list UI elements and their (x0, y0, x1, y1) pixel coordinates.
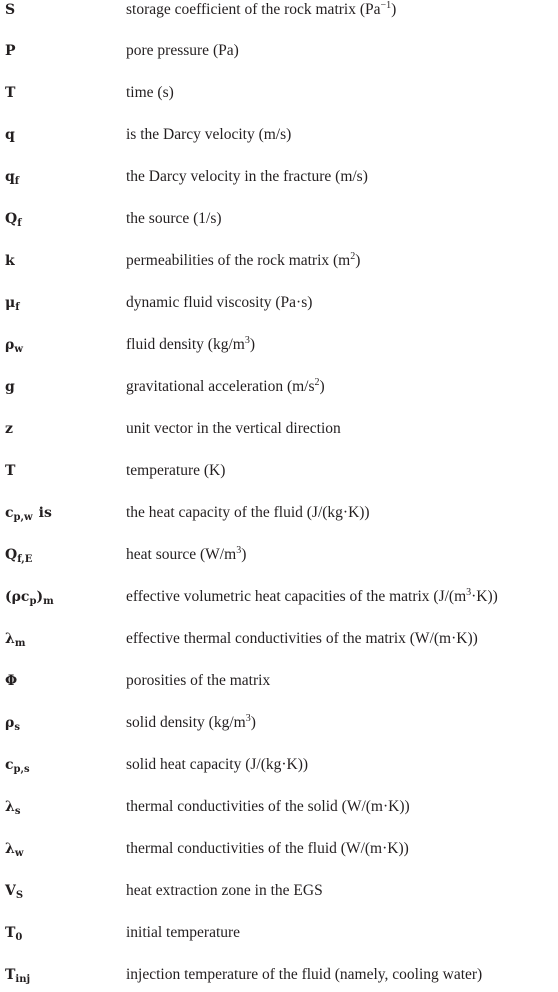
symbol-sub: 0 (15, 932, 23, 943)
description-sup: 3 (245, 713, 251, 724)
symbol-main: (ρc (5, 589, 30, 605)
description-text: temperature (K) (126, 462, 226, 479)
symbol-main: T (5, 967, 16, 983)
symbol-main: λ (5, 841, 15, 857)
symbol (5, 965, 30, 985)
description (126, 251, 360, 271)
symbol-sub: p,w (13, 512, 33, 523)
symbol-main: z (5, 421, 13, 437)
description (126, 83, 174, 103)
description (126, 335, 255, 355)
description (126, 713, 256, 733)
symbol-main: k (5, 253, 15, 269)
description-text: heat source (W/m (126, 546, 237, 563)
symbol-main: T (5, 85, 16, 101)
symbol-main: q (5, 127, 15, 143)
symbol-suffix: is (38, 505, 52, 521)
description (126, 125, 291, 145)
symbol-main: Q (5, 211, 18, 227)
nomenclature-row (0, 377, 558, 401)
symbol-main: S (5, 2, 16, 18)
symbol-main: μ (5, 295, 16, 311)
description-text: effective volumetric heat capacities of the matrix (J/(m (126, 588, 467, 605)
symbol-sub: S (15, 890, 24, 901)
description-sup: 3 (466, 587, 472, 598)
description (126, 797, 410, 817)
description-tail: ) (319, 378, 325, 395)
description-text: permeabilities of the rock matrix (m (126, 252, 351, 269)
nomenclature-row (0, 293, 558, 317)
description-text: time (s) (126, 84, 174, 101)
symbol-sub-2: m (43, 596, 54, 607)
nomenclature-row (0, 0, 558, 24)
symbol-sub: f (17, 218, 22, 229)
nomenclature-row (0, 923, 558, 947)
description-tail: ) (391, 1, 397, 18)
symbol (5, 461, 15, 481)
symbol-sub: s (14, 722, 20, 733)
description-text: solid heat capacity (J/(kg·K)) (126, 756, 309, 773)
symbol (5, 881, 23, 901)
symbol-sub: p,s (13, 764, 30, 775)
symbol-sub: p (29, 596, 37, 607)
symbol (5, 755, 30, 775)
description-text: storage coefficient of the rock matrix (Pa (126, 1, 381, 18)
description-text: gravitational acceleration (m/s (126, 378, 315, 395)
symbol-sub: f,E (17, 554, 33, 565)
description (126, 965, 482, 985)
symbol (5, 503, 52, 523)
description-text: pore pressure (Pa) (126, 42, 239, 59)
symbol (5, 839, 23, 859)
symbol-sub: m (14, 638, 26, 649)
symbol-main: c (5, 505, 14, 521)
symbol (5, 0, 15, 20)
symbol-main: T (5, 463, 16, 479)
description (126, 629, 478, 649)
description-text: is the Darcy velocity (m/s) (126, 126, 292, 143)
nomenclature-row (0, 839, 558, 863)
description-sup: 3 (244, 335, 250, 346)
symbol (5, 251, 15, 271)
description (126, 461, 225, 481)
description (126, 377, 325, 397)
nomenclature-row (0, 503, 558, 527)
description-sup: 3 (236, 545, 242, 556)
description-text: the heat capacity of the fluid (J/(kg·K)) (126, 504, 370, 521)
symbol-sub: inj (15, 974, 31, 985)
symbol-main: T (5, 925, 16, 941)
nomenclature-row (0, 167, 558, 191)
symbol (5, 629, 25, 649)
description-text: injection temperature of the fluid (namely, cooling water) (126, 966, 483, 983)
symbol-tail: ) (36, 589, 44, 605)
symbol (5, 335, 23, 355)
description-tail: ) (250, 714, 256, 731)
description-text: the Darcy velocity in the fracture (m/s) (126, 168, 368, 185)
description (126, 755, 308, 775)
nomenclature-row (0, 461, 558, 485)
description (126, 293, 312, 313)
description-tail: ) (241, 546, 247, 563)
description-text: solid density (kg/m (126, 714, 246, 731)
symbol-main: Q (5, 547, 18, 563)
description-sup: 2 (350, 251, 356, 262)
description (126, 503, 370, 523)
symbol (5, 419, 13, 439)
symbol (5, 167, 19, 187)
description (126, 167, 368, 187)
symbol (5, 125, 15, 145)
nomenclature-row (0, 125, 558, 149)
description (126, 587, 498, 607)
symbol (5, 587, 54, 607)
symbol (5, 209, 22, 229)
description-text: thermal conductivities of the fluid (W/(m·K)) (126, 840, 409, 857)
nomenclature-row (0, 755, 558, 779)
nomenclature-row (0, 797, 558, 821)
symbol (5, 923, 22, 943)
description-sup: −1 (380, 0, 392, 11)
description-text: thermal conductivities of the solid (W/(m·K)) (126, 798, 410, 815)
symbol (5, 41, 16, 61)
nomenclature-row (0, 587, 558, 611)
symbol-sub: f (14, 176, 20, 187)
symbol-main: ρ (5, 337, 15, 353)
symbol (5, 797, 20, 817)
nomenclature-row (0, 419, 558, 443)
description-text: unit vector in the vertical direction (126, 420, 341, 437)
description (126, 881, 323, 901)
nomenclature-row (0, 629, 558, 653)
description (126, 545, 246, 565)
nomenclature-row (0, 713, 558, 737)
symbol (5, 545, 32, 565)
symbol (5, 293, 20, 313)
description-text: initial temperature (126, 924, 241, 941)
description-tail: ) (249, 336, 255, 353)
description (126, 0, 396, 20)
symbol-main: g (5, 379, 15, 395)
symbol-main: q (5, 169, 15, 185)
symbol-main: Φ (5, 673, 18, 689)
nomenclature-row (0, 671, 558, 695)
nomenclature-row (0, 251, 558, 275)
description (126, 209, 222, 229)
symbol-main: ρ (5, 715, 15, 731)
symbol-main: V (5, 883, 16, 899)
symbol-sub: w (14, 848, 24, 859)
description-sup: 2 (314, 377, 320, 388)
symbol (5, 713, 20, 733)
description-text: fluid density (kg/m (126, 336, 245, 353)
nomenclature-row (0, 335, 558, 359)
description (126, 41, 239, 61)
nomenclature-row (0, 209, 558, 233)
description (126, 839, 409, 859)
description-tail: ) (355, 252, 361, 269)
nomenclature-row (0, 881, 558, 905)
symbol-main: c (5, 757, 14, 773)
nomenclature-row (0, 965, 558, 989)
description (126, 671, 270, 691)
description-text: dynamic fluid viscosity (Pa·s) (126, 294, 313, 311)
description (126, 923, 240, 943)
symbol (5, 377, 15, 397)
description-text: heat extraction zone in the EGS (126, 882, 323, 899)
description (126, 419, 341, 439)
symbol-main: P (5, 43, 16, 59)
nomenclature-row (0, 83, 558, 107)
symbol-sub: f (15, 302, 20, 313)
symbol (5, 83, 15, 103)
symbol-main: λ (5, 799, 15, 815)
symbol-sub: w (14, 344, 23, 355)
symbol-sub: s (14, 806, 21, 817)
description-text: effective thermal conductivities of the matrix (W/(m·K)) (126, 630, 478, 647)
description-tail: ·K)) (471, 588, 498, 605)
description-text: the source (1/s) (126, 210, 222, 227)
nomenclature-row (0, 41, 558, 65)
nomenclature-row (0, 545, 558, 569)
symbol-main: λ (5, 631, 15, 647)
description-text: porosities of the matrix (126, 672, 271, 689)
symbol (5, 671, 17, 691)
